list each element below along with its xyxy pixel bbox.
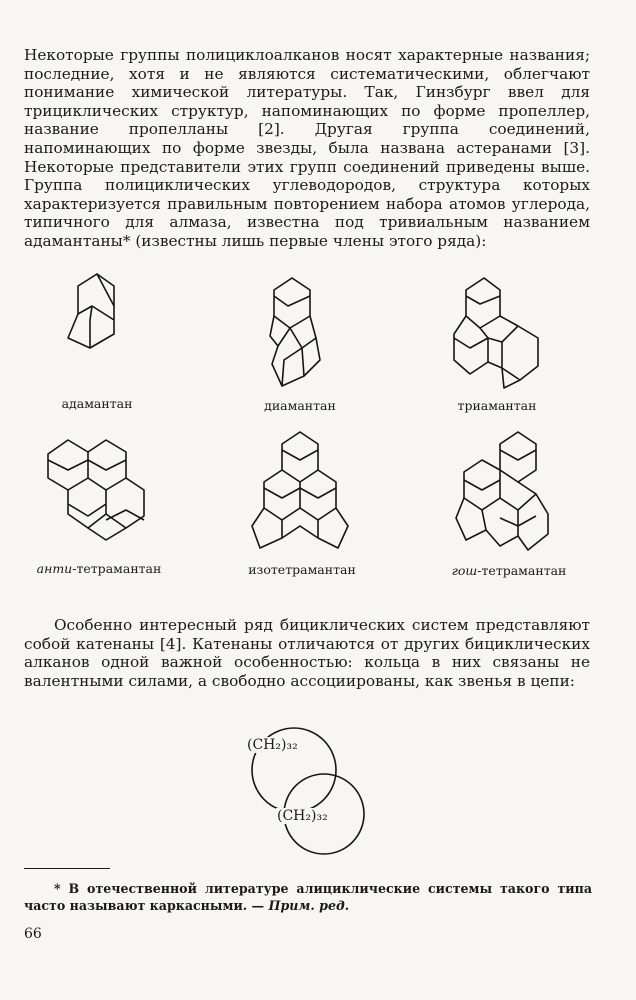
anti-prefix: анти bbox=[36, 561, 73, 576]
diamantane-label: диамантан bbox=[264, 398, 336, 413]
intro-paragraph: Некоторые группы полициклоалканов носят характерные названия; последние, хотя и не являются систематическими, облегчают понимание химической литературы. Так, Гинзбург ввел для трициклических структур, напоминающих по форме пропеллер, название пропелланы [2]. Другая группа соединений, напоминающих по форме звезды, была названа астеранами [3]. Некоторые представители этих групп соединений приведены выше. Группа полициклических углеводородов, структура которых характеризуется правильным повторением набора атомов углерода, типичного для алмаза, известна под тривиальным названием адамантаны* (известны лишь первые члены этого ряда): bbox=[24, 46, 590, 250]
triamantane-structure bbox=[450, 276, 550, 396]
footnote-rule bbox=[24, 868, 110, 869]
iso-tetramantane-label: изотетрамантан bbox=[248, 562, 356, 577]
footnote-note: Прим. ред. bbox=[268, 898, 350, 913]
footnote bbox=[24, 880, 592, 914]
iso-tetramantane-structure bbox=[246, 430, 358, 556]
gauche-tetramantane-structure bbox=[448, 430, 558, 556]
footnote-text: * В отечественной литературе алициклические системы такого типа часто называют каркасными. — bbox=[24, 881, 592, 913]
adamantane-label: адамантан bbox=[61, 396, 133, 411]
catenane-formula-lower: (CH₂)₃₂ bbox=[277, 808, 328, 824]
catenane-formula-upper: (CH₂)₃₂ bbox=[247, 737, 298, 753]
diamantane-structure bbox=[262, 276, 332, 394]
gauche-tetramantane-label bbox=[452, 563, 567, 578]
anti-suffix: -тетрамантан bbox=[72, 561, 162, 576]
page-number: 66 bbox=[24, 926, 42, 942]
gauche-prefix: гош bbox=[451, 563, 478, 578]
adamantane-structure bbox=[62, 272, 132, 352]
anti-tetramantane-structure bbox=[40, 430, 158, 556]
triamantane-label: триамантан bbox=[457, 398, 537, 413]
gauche-suffix: -тетрамантан bbox=[477, 563, 567, 578]
catenane-paragraph: Особенно интересный ряд бициклических систем представляют собой катенаны [4]. Катенаны отличаются от других бициклических алканов одной важной особенностью: кольца в них связаны не валентными силами, а свободно ассоциированы, как звенья в цепи: bbox=[24, 616, 590, 690]
anti-tetramantane-label bbox=[37, 561, 162, 576]
